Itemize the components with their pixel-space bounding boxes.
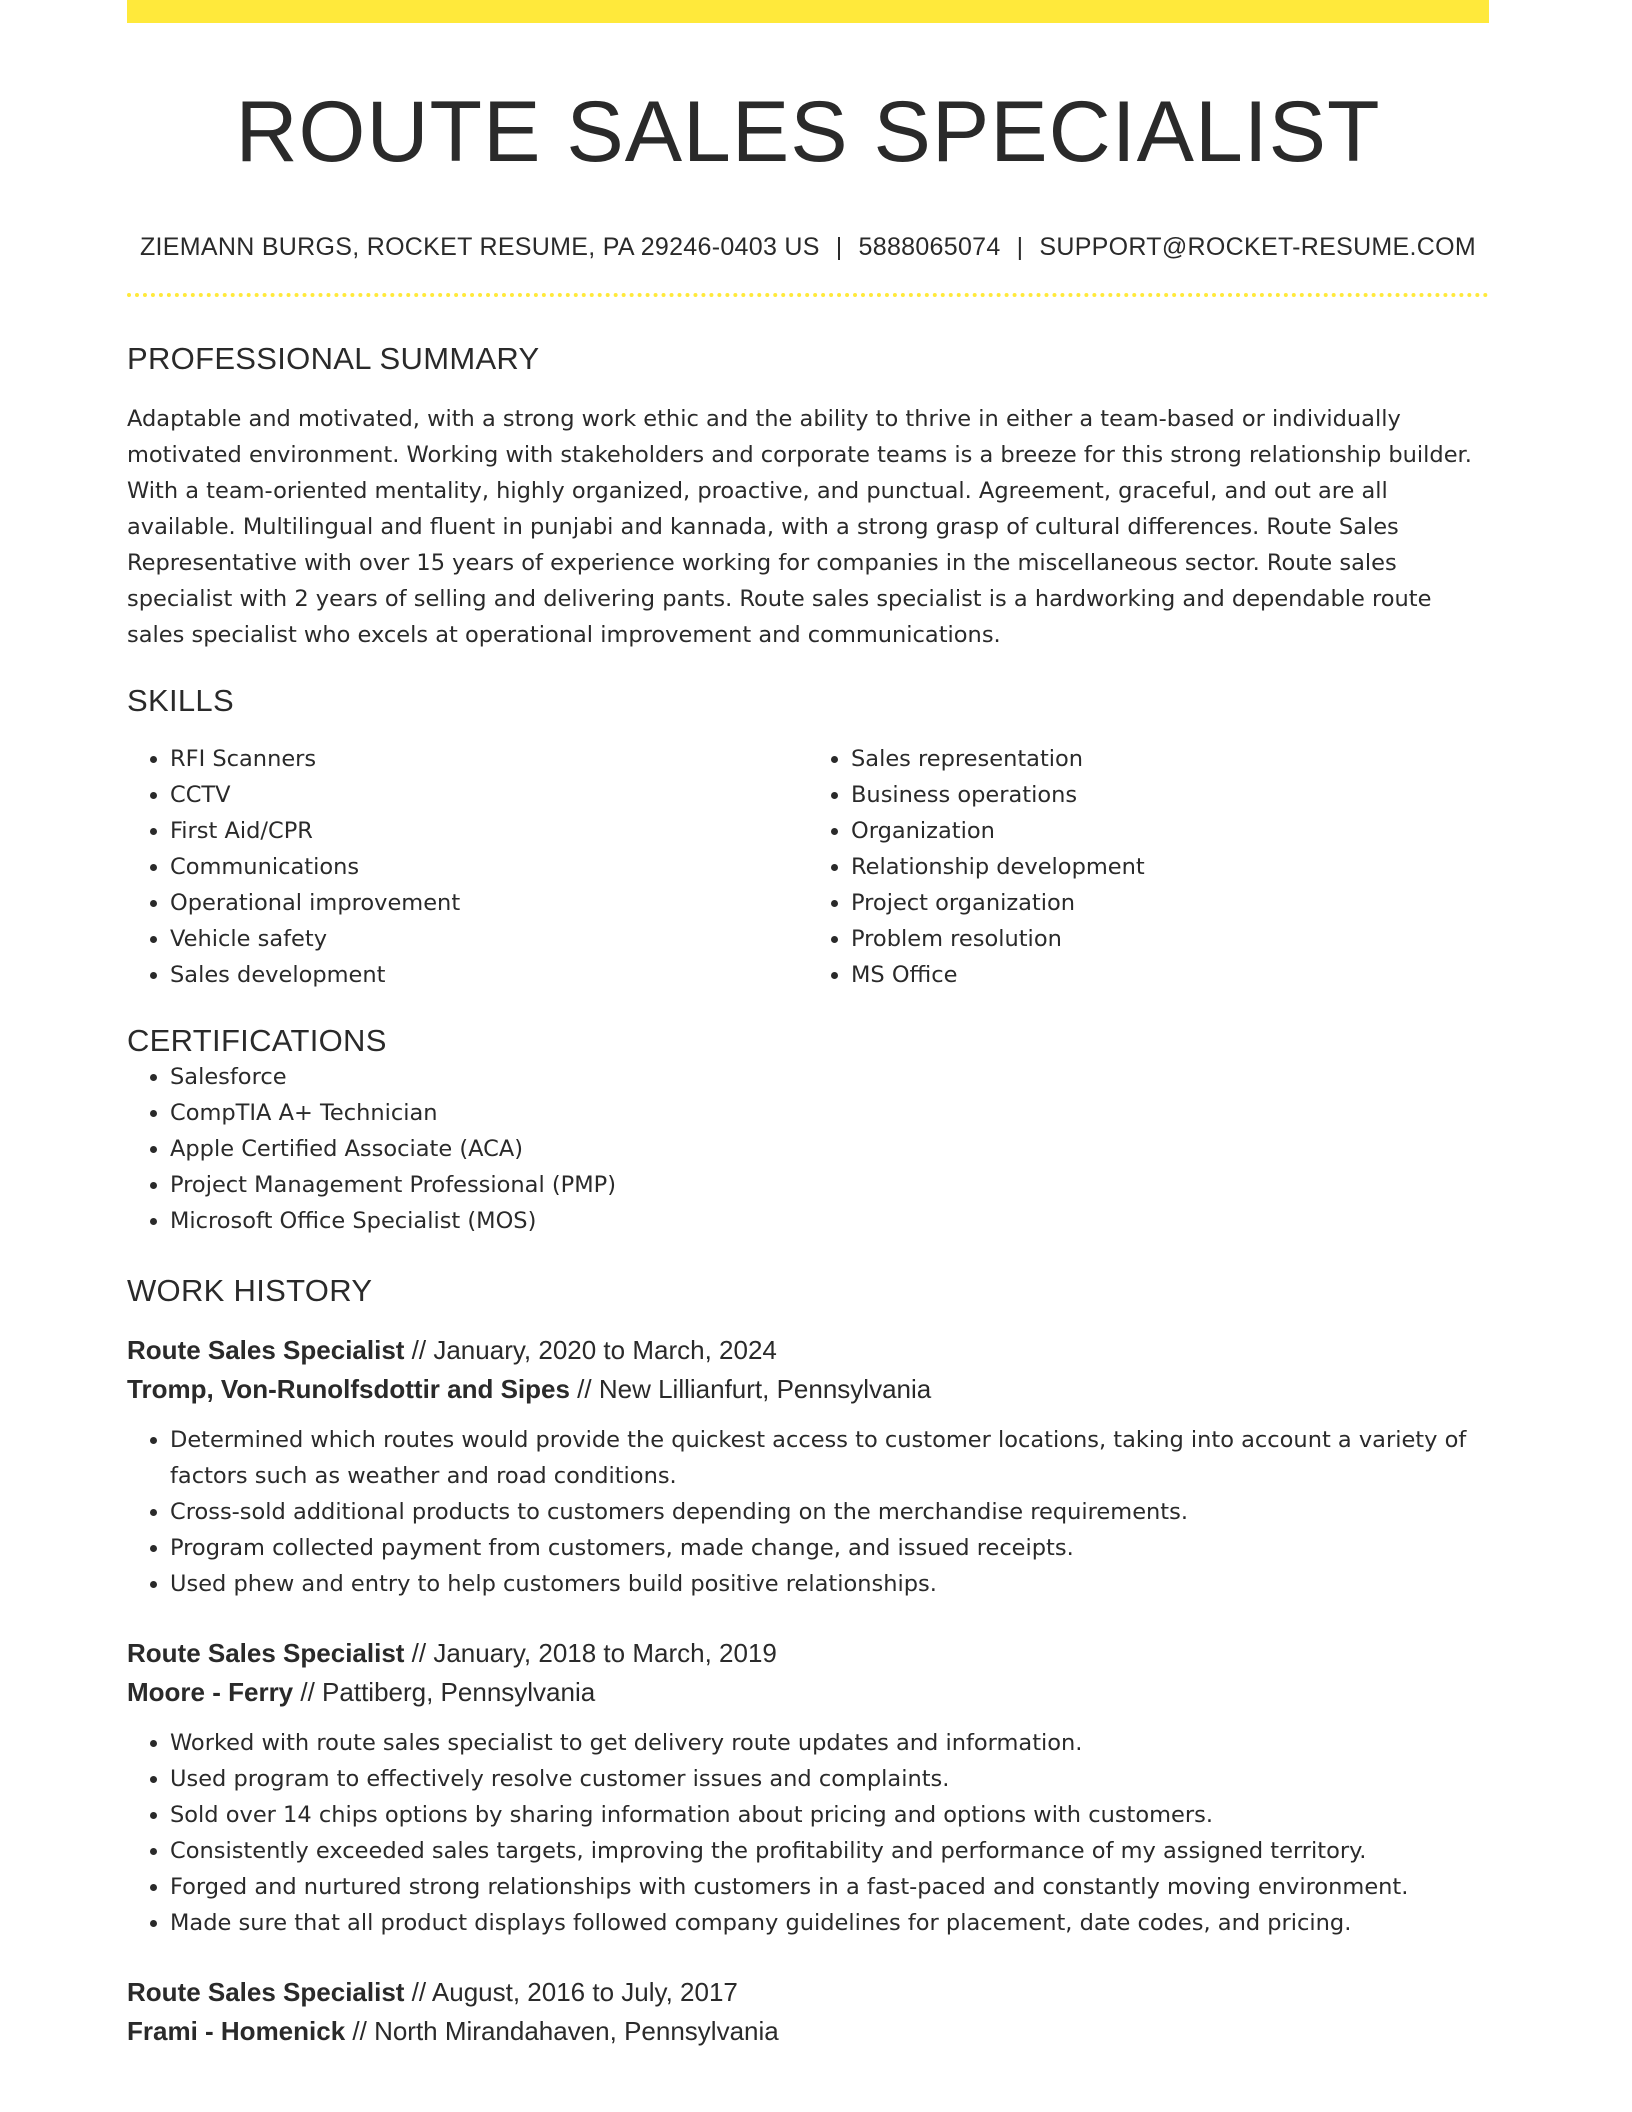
contact-separator: |: [1016, 233, 1024, 261]
skills-list-right: [808, 741, 1489, 993]
job-bullet: • Used program to effectively resolve customer issues and complaints.: [170, 1761, 1489, 1797]
job-entry: [127, 1331, 1489, 1602]
summary-text: Adaptable and motivated, with a strong work ethic and the ability to thrive in either a team-based or individually motivated environment. Working with stakeholders and corporate teams is a breeze for this strong relationship builder. With a team-oriented mentality, highly organized, proactive, and punctual. Agreement, graceful, and out are all available. Multilingual and fluent in punjabi and kannada, with a strong grasp of cultural differences. Route Sales Representative with over 15 years of experience working for companies in the miscellaneous sector. Route sales specialist with 2 years of selling and delivering pants. Route sales specialist is a hardworking and dependable route sales specialist who excels at operational improvement and communications.: [127, 406, 1472, 648]
job-bullets: [127, 1725, 1489, 1941]
work-history-heading: WORK HISTORY: [127, 1273, 373, 1308]
job-bullet: • Consistently exceeded sales targets, improving the profitability and performance of my assigned territory.: [170, 1833, 1489, 1869]
skill-item: • Sales representation: [851, 741, 1489, 777]
skill-item: • Project organization: [851, 885, 1489, 921]
job-company: Moore - Ferry: [127, 1677, 294, 1707]
contact-email: SUPPORT@ROCKET-RESUME.COM: [1039, 233, 1477, 261]
summary-heading: PROFESSIONAL SUMMARY: [127, 341, 540, 376]
job-location: // North Mirandahaven, Pennsylvania: [345, 2016, 779, 2046]
job-company-line: [127, 2012, 1489, 2051]
resume-content: [127, 0, 1489, 2051]
job-dates: // January, 2020 to March, 2024: [404, 1335, 777, 1365]
job-role-line: [127, 1331, 1489, 1370]
skill-item: • Problem resolution: [851, 921, 1489, 957]
skill-item: • Vehicle safety: [170, 921, 808, 957]
job-location: // New Lillianfurt, Pennsylvania: [569, 1374, 932, 1404]
certification-item: • Microsoft Office Specialist (MOS): [170, 1203, 1489, 1239]
resume-title: ROUTE SALES SPECIALIST: [235, 84, 1381, 180]
job-bullet: • Made sure that all product displays followed company guidelines for placement, date codes, and pricing.: [170, 1905, 1489, 1941]
skill-item: • Organization: [851, 813, 1489, 849]
skill-item: • CCTV: [170, 777, 808, 813]
job-company: Tromp, Von-Runolfsdottir and Sipes: [127, 1374, 570, 1404]
job-role: Route Sales Specialist: [127, 1638, 405, 1668]
skill-item: • Relationship development: [851, 849, 1489, 885]
work-history-list: [127, 1331, 1489, 2051]
contact-line: [127, 232, 1489, 262]
job-company: Frami - Homenick: [127, 2016, 346, 2046]
job-bullet: • Sold over 14 chips options by sharing information about pricing and options with customers.: [170, 1797, 1489, 1833]
header-divider: [127, 293, 1489, 297]
certifications-heading: CERTIFICATIONS: [127, 1023, 387, 1058]
skill-item: • Business operations: [851, 777, 1489, 813]
job-dates: // January, 2018 to March, 2019: [404, 1638, 777, 1668]
job-role-line: [127, 1973, 1489, 2012]
skills-columns: [127, 741, 1489, 993]
skill-item: • Communications: [170, 849, 808, 885]
skill-item: • RFI Scanners: [170, 741, 808, 777]
contact-phone: 5888065074: [858, 233, 1001, 261]
job-bullet: • Program collected payment from customers, made change, and issued receipts.: [170, 1530, 1489, 1566]
job-company-line: [127, 1370, 1489, 1409]
job-role: Route Sales Specialist: [127, 1335, 405, 1365]
skill-item: • First Aid/CPR: [170, 813, 808, 849]
job-entry: [127, 1973, 1489, 2051]
skills-list-left: [127, 741, 808, 993]
job-dates: // August, 2016 to July, 2017: [404, 1977, 738, 2007]
skill-item: • Sales development: [170, 957, 808, 993]
contact-address: ZIEMANN BURGS, ROCKET RESUME, PA 29246-0403 US: [139, 233, 820, 261]
job-bullets: [127, 1422, 1489, 1602]
job-role-line: [127, 1634, 1489, 1673]
job-role: Route Sales Specialist: [127, 1977, 405, 2007]
skill-item: • Operational improvement: [170, 885, 808, 921]
job-company-line: [127, 1673, 1489, 1712]
job-bullet: • Used phew and entry to help customers build positive relationships.: [170, 1566, 1489, 1602]
contact-separator: |: [835, 233, 843, 261]
certification-item: • Apple Certified Associate (ACA): [170, 1131, 1489, 1167]
job-bullet: • Forged and nurtured strong relationships with customers in a fast-paced and constantly moving environment.: [170, 1869, 1489, 1905]
certification-item: • CompTIA A+ Technician: [170, 1095, 1489, 1131]
skill-item: • MS Office: [851, 957, 1489, 993]
certification-item: • Salesforce: [170, 1059, 1489, 1095]
certifications-list: [127, 1059, 1489, 1239]
skills-heading: SKILLS: [127, 683, 234, 718]
job-bullet: • Worked with route sales specialist to get delivery route updates and information.: [170, 1725, 1489, 1761]
job-location: // Pattiberg, Pennsylvania: [293, 1677, 596, 1707]
job-bullet: • Cross-sold additional products to customers depending on the merchandise requirements.: [170, 1494, 1489, 1530]
job-entry: [127, 1634, 1489, 1941]
certification-item: • Project Management Professional (PMP): [170, 1167, 1489, 1203]
job-bullet: • Determined which routes would provide the quickest access to customer locations, taking into account a variety of factors such as weather and road conditions.: [170, 1422, 1489, 1494]
